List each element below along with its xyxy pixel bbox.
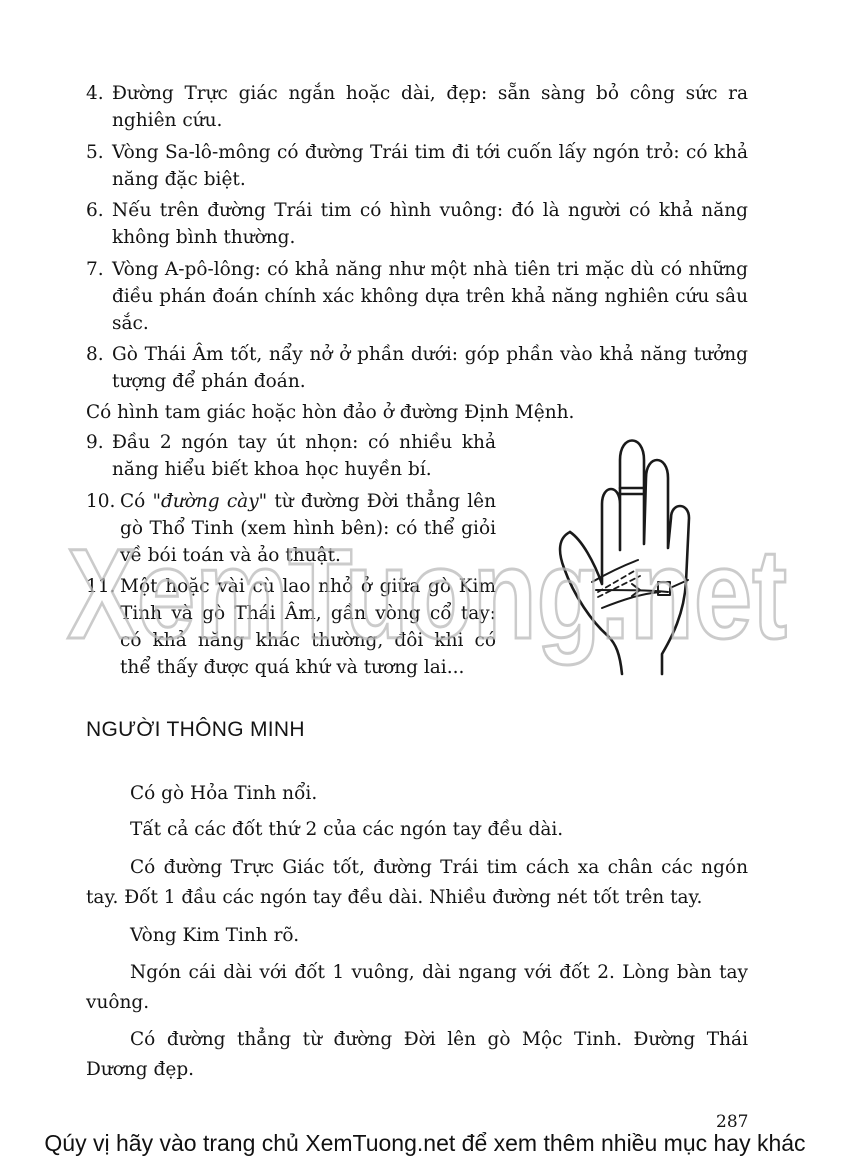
- item-number: 6.: [86, 200, 104, 221]
- item-text-italic: "đường cày": [152, 491, 268, 512]
- item-text: Nếu trên đường Trái tim có hình vuông: đó là người có khả năng không bình thường.: [112, 200, 748, 248]
- paragraph: Ngón cái dài với đốt 1 vuông, dài ngang với đốt 2. Lòng bàn tay vuông.: [86, 962, 748, 1013]
- item-text: Đầu 2 ngón tay út nhọn: có nhiều khả năng hiểu biết khoa học huyền bí.: [112, 432, 496, 480]
- section-heading: NGƯỜI THÔNG MINH: [86, 718, 305, 741]
- palm-illustration: [540, 432, 740, 677]
- item-number: 5.: [86, 142, 104, 163]
- list-item: [86, 573, 496, 681]
- list-item: [86, 429, 496, 483]
- item-number: 8.: [86, 344, 104, 365]
- list-item: [86, 341, 748, 395]
- item-text: Một hoặc vài cù lao nhỏ ở giữa gò Kim Tinh và gò Thái Âm, gần vòng cổ tay: có khả năng khác thường, đôi khi có thể thấy được quá khứ và tương lai...: [120, 576, 496, 678]
- item-text-part: từ đường Đời thẳng lên gò Thổ Tinh (xem hình bên): có thể giỏi về bói toán và ảo thuật.: [120, 491, 496, 566]
- item-number: 10.: [86, 491, 116, 512]
- watermark-text: XemTuong.net: [67, 523, 787, 666]
- page-number: 287: [716, 1112, 749, 1132]
- paragraph: Có đường Trực Giác tốt, đường Trái tim cách xa chân các ngón tay. Đốt 1 đầu các ngón tay đều dài. Nhiều đường nét tốt trên tay.: [86, 857, 748, 908]
- item-number: 11.: [86, 576, 116, 597]
- item-text: Vòng Sa-lô-mông có đường Trái tim đi tới cuốn lấy ngón trỏ: có khả năng đặc biệt.: [112, 142, 748, 190]
- footer-text: Qúy vị hãy vào trang chủ: [44, 1130, 306, 1156]
- list-item: [86, 256, 748, 337]
- item-text-part: Có: [120, 491, 153, 512]
- item-number: 4.: [86, 83, 104, 104]
- list-item: [86, 80, 748, 134]
- item-number: 9.: [86, 432, 104, 453]
- list-item: [86, 197, 748, 251]
- paragraph: Tất cả các đốt thứ 2 của các ngón tay đều dài.: [130, 819, 564, 840]
- item-text: Đường Trực giác ngắn hoặc dài, đẹp: sẵn sàng bỏ công sức ra nghiên cứu.: [112, 83, 748, 131]
- footer-text: để xem thêm nhiều mục hay khác: [455, 1130, 806, 1156]
- item-text: Vòng A-pô-lông: có khả năng như một nhà tiên tri mặc dù có những điều phán đoán chính xác không dựa trên khả năng nghiên cứu sâu sắc.: [112, 259, 748, 334]
- item-text: Gò Thái Âm tốt, nẩy nở ở phần dưới: góp phần vào khả năng tưởng tượng để phán đoán.: [112, 344, 748, 392]
- footer-banner: [0, 1130, 850, 1157]
- paragraph: Vòng Kim Tinh rõ.: [130, 925, 300, 946]
- item-number: 7.: [86, 259, 104, 280]
- list-item: [86, 139, 748, 193]
- paragraph: Có gò Hỏa Tinh nổi.: [130, 783, 318, 804]
- interlude-text: Có hình tam giác hoặc hòn đảo ở đường Định Mệnh.: [86, 402, 575, 423]
- list-item: [86, 488, 496, 569]
- paragraph: Có đường thẳng từ đường Đời lên gò Mộc Tinh. Đường Thái Dương đẹp.: [86, 1029, 748, 1080]
- item-text: [86, 488, 496, 569]
- site-link[interactable]: XemTuong.net: [305, 1130, 456, 1156]
